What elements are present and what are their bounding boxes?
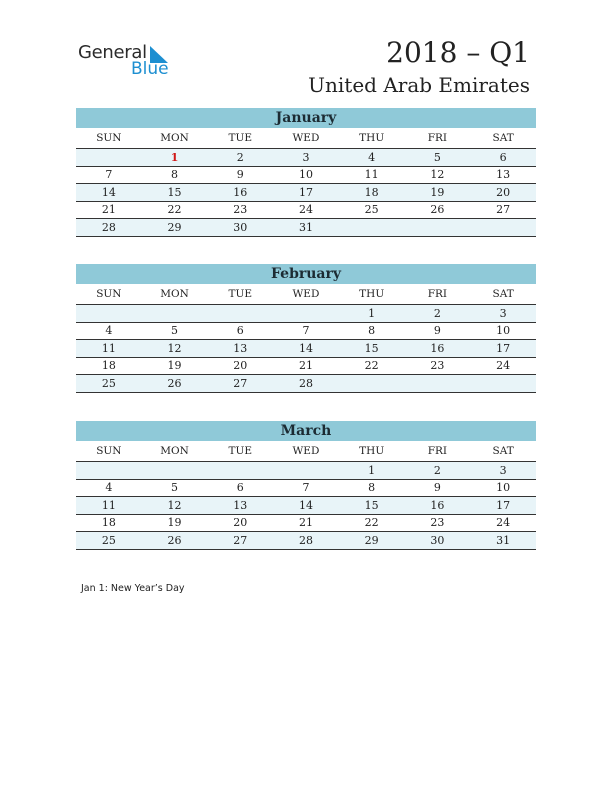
day-cell: 18 — [76, 514, 142, 532]
day-cell: 19 — [405, 184, 471, 202]
day-cell: 31 — [273, 219, 339, 237]
day-cell: 1 — [339, 305, 405, 323]
day-cell: 1 — [339, 462, 405, 480]
day-cell: 24 — [470, 357, 536, 375]
day-cell: 21 — [76, 201, 142, 219]
weekday-header: MON — [142, 441, 208, 462]
day-cell: 11 — [76, 340, 142, 358]
day-cell: 7 — [273, 479, 339, 497]
day-cell — [339, 219, 405, 237]
logo-text-general: General — [78, 42, 147, 63]
day-cell: 7 — [273, 322, 339, 340]
calendar-table — [76, 284, 536, 393]
day-cell: 16 — [405, 497, 471, 515]
weekday-header: SAT — [470, 284, 536, 305]
day-cell: 16 — [405, 340, 471, 358]
day-cell: 3 — [470, 305, 536, 323]
day-cell: 6 — [207, 322, 273, 340]
day-cell: 5 — [142, 479, 208, 497]
calendar-table — [76, 441, 536, 550]
weekday-header: THU — [339, 284, 405, 305]
day-cell: 30 — [405, 532, 471, 550]
day-cell: 13 — [207, 497, 273, 515]
day-cell: 12 — [405, 166, 471, 184]
week-row — [76, 532, 536, 550]
day-cell — [405, 375, 471, 393]
day-cell — [207, 305, 273, 323]
day-cell: 8 — [339, 479, 405, 497]
day-cell — [76, 305, 142, 323]
calendar-table — [76, 128, 536, 237]
day-cell: 15 — [339, 340, 405, 358]
weekday-header: TUE — [207, 128, 273, 149]
day-cell: 4 — [76, 479, 142, 497]
day-cell: 4 — [76, 322, 142, 340]
day-cell — [207, 462, 273, 480]
day-cell: 25 — [339, 201, 405, 219]
day-cell: 11 — [76, 497, 142, 515]
day-cell: 30 — [207, 219, 273, 237]
day-cell: 22 — [339, 357, 405, 375]
day-cell: 2 — [405, 305, 471, 323]
week-row — [76, 322, 536, 340]
week-row — [76, 462, 536, 480]
day-cell: 25 — [76, 532, 142, 550]
day-cell: 18 — [339, 184, 405, 202]
day-cell: 9 — [405, 479, 471, 497]
day-cell: 22 — [339, 514, 405, 532]
weekday-header: WED — [273, 284, 339, 305]
day-cell: 15 — [142, 184, 208, 202]
day-cell: 3 — [273, 149, 339, 167]
day-cell: 13 — [470, 166, 536, 184]
day-cell: 8 — [339, 322, 405, 340]
day-cell: 2 — [207, 149, 273, 167]
day-cell — [142, 305, 208, 323]
day-cell: 20 — [470, 184, 536, 202]
day-cell — [470, 375, 536, 393]
weekday-header: THU — [339, 128, 405, 149]
week-row — [76, 357, 536, 375]
day-cell: 19 — [142, 357, 208, 375]
day-cell: 13 — [207, 340, 273, 358]
month-header: February — [76, 264, 536, 284]
weekday-header: SAT — [470, 441, 536, 462]
day-cell: 26 — [142, 375, 208, 393]
month-calendar-march — [76, 421, 536, 550]
day-cell: 22 — [142, 201, 208, 219]
holiday-note: Jan 1: New Year’s Day — [81, 583, 185, 594]
week-row — [76, 479, 536, 497]
day-cell: 18 — [76, 357, 142, 375]
day-cell — [76, 149, 142, 167]
weekday-header: THU — [339, 441, 405, 462]
day-cell: 10 — [470, 479, 536, 497]
week-row — [76, 219, 536, 237]
day-cell: 5 — [405, 149, 471, 167]
day-cell: 6 — [207, 479, 273, 497]
day-cell: 17 — [470, 497, 536, 515]
day-cell: 21 — [273, 357, 339, 375]
weekday-header: MON — [142, 284, 208, 305]
day-cell: 28 — [273, 375, 339, 393]
day-cell — [405, 219, 471, 237]
day-cell: 28 — [76, 219, 142, 237]
weekday-header: SUN — [76, 284, 142, 305]
day-cell — [142, 462, 208, 480]
day-cell: 24 — [470, 514, 536, 532]
day-cell — [470, 219, 536, 237]
weekday-header: SUN — [76, 441, 142, 462]
day-cell — [273, 462, 339, 480]
day-cell: 6 — [470, 149, 536, 167]
day-cell: 17 — [470, 340, 536, 358]
weekday-header: SUN — [76, 128, 142, 149]
day-cell: 5 — [142, 322, 208, 340]
day-cell: 12 — [142, 340, 208, 358]
week-row — [76, 497, 536, 515]
day-cell: 28 — [273, 532, 339, 550]
day-cell: 20 — [207, 514, 273, 532]
day-cell: 23 — [207, 201, 273, 219]
generalblue-logo — [78, 42, 178, 80]
day-cell: 9 — [405, 322, 471, 340]
day-cell: 11 — [339, 166, 405, 184]
day-cell: 21 — [273, 514, 339, 532]
weekday-header: TUE — [207, 441, 273, 462]
day-cell: 27 — [207, 375, 273, 393]
country-name: United Arab Emirates — [308, 73, 530, 97]
weekday-header: MON — [142, 128, 208, 149]
page-title: 2018 – Q1 — [386, 36, 530, 69]
day-cell: 31 — [470, 532, 536, 550]
week-row — [76, 305, 536, 323]
month-header: January — [76, 108, 536, 128]
day-cell: 25 — [76, 375, 142, 393]
week-row — [76, 149, 536, 167]
weekday-header: FRI — [405, 284, 471, 305]
day-cell: 29 — [142, 219, 208, 237]
day-cell: 16 — [207, 184, 273, 202]
day-cell: 26 — [405, 201, 471, 219]
week-row — [76, 166, 536, 184]
month-header: March — [76, 421, 536, 441]
week-row — [76, 201, 536, 219]
day-cell — [76, 462, 142, 480]
month-calendar-february — [76, 264, 536, 393]
day-cell: 19 — [142, 514, 208, 532]
day-cell: 14 — [76, 184, 142, 202]
weekday-header: FRI — [405, 128, 471, 149]
day-cell: 12 — [142, 497, 208, 515]
day-cell: 24 — [273, 201, 339, 219]
day-cell: 23 — [405, 357, 471, 375]
weekday-header: TUE — [207, 284, 273, 305]
day-cell: 8 — [142, 166, 208, 184]
week-row — [76, 340, 536, 358]
weekday-header: SAT — [470, 128, 536, 149]
day-cell: 10 — [273, 166, 339, 184]
holiday-day-cell: 1 — [142, 149, 208, 167]
day-cell: 10 — [470, 322, 536, 340]
day-cell: 17 — [273, 184, 339, 202]
week-row — [76, 184, 536, 202]
day-cell: 14 — [273, 340, 339, 358]
day-cell: 4 — [339, 149, 405, 167]
day-cell: 7 — [76, 166, 142, 184]
day-cell: 27 — [470, 201, 536, 219]
day-cell: 20 — [207, 357, 273, 375]
day-cell: 26 — [142, 532, 208, 550]
day-cell: 29 — [339, 532, 405, 550]
day-cell: 9 — [207, 166, 273, 184]
month-calendar-january — [76, 108, 536, 237]
day-cell: 27 — [207, 532, 273, 550]
weekday-header: WED — [273, 128, 339, 149]
logo-text-blue: Blue — [131, 59, 169, 79]
weekday-header: WED — [273, 441, 339, 462]
week-row — [76, 514, 536, 532]
weekday-header: FRI — [405, 441, 471, 462]
day-cell — [339, 375, 405, 393]
day-cell: 14 — [273, 497, 339, 515]
day-cell: 3 — [470, 462, 536, 480]
week-row — [76, 375, 536, 393]
day-cell: 23 — [405, 514, 471, 532]
day-cell — [273, 305, 339, 323]
day-cell: 15 — [339, 497, 405, 515]
day-cell: 2 — [405, 462, 471, 480]
